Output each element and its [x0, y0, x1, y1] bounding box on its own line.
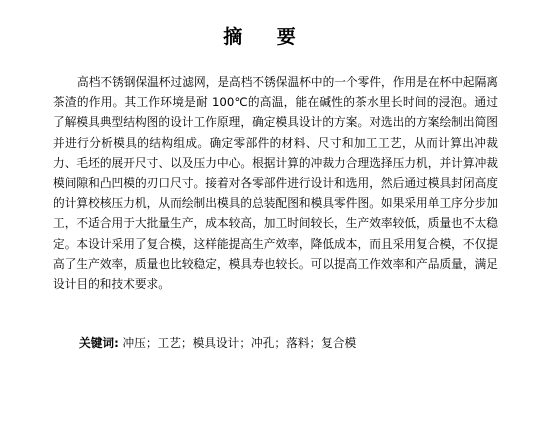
page-title: 摘 要: [223, 26, 310, 48]
keywords-line: [79, 333, 356, 353]
keywords-label: 关键词:: [79, 336, 119, 350]
keywords-values: 冲压；工艺；模具设计；冲孔；落料；复合模: [122, 336, 357, 350]
abstract-paragraph: 高档不锈钢保温杯过滤网，是高档不锈保温杯中的一个零件，作用是在杯中起隔离茶渣的作用。其工作环境是耐 100℃的高温，能在碱性的茶水里长时间的浸泡。通过了解模具典型结构图的设计工作原理，确定模具设计的方案。对选出的方案绘制出简图并进行分析模具的结构组成。确定零部件的材料、尺寸和加工工艺，从而计算出冲裁力、毛坯的展开尺寸、以及压力中心。根据计算的冲裁力合理选择压力机，并计算冲裁模间隙和凸凹模的刃口尺寸。接着对各零部件进行设计和选用，然后通过模具封闭高度的计算校核压力机，从而绘制出模具的总装配图和模具零件图。如果采用单工序分步加工，不适合用于大批量生产，成本较高，加工时间较长，生产效率较低，质量也不太稳定。本设计采用了复合模，这样能提高生产效率，降低成本，而且采用复合模，不仅提高了生产效率，质量也比较稳定，模具寿也较长。可以提高工作效率和产品质量，满足设计目的和技术要求。: [53, 75, 498, 292]
